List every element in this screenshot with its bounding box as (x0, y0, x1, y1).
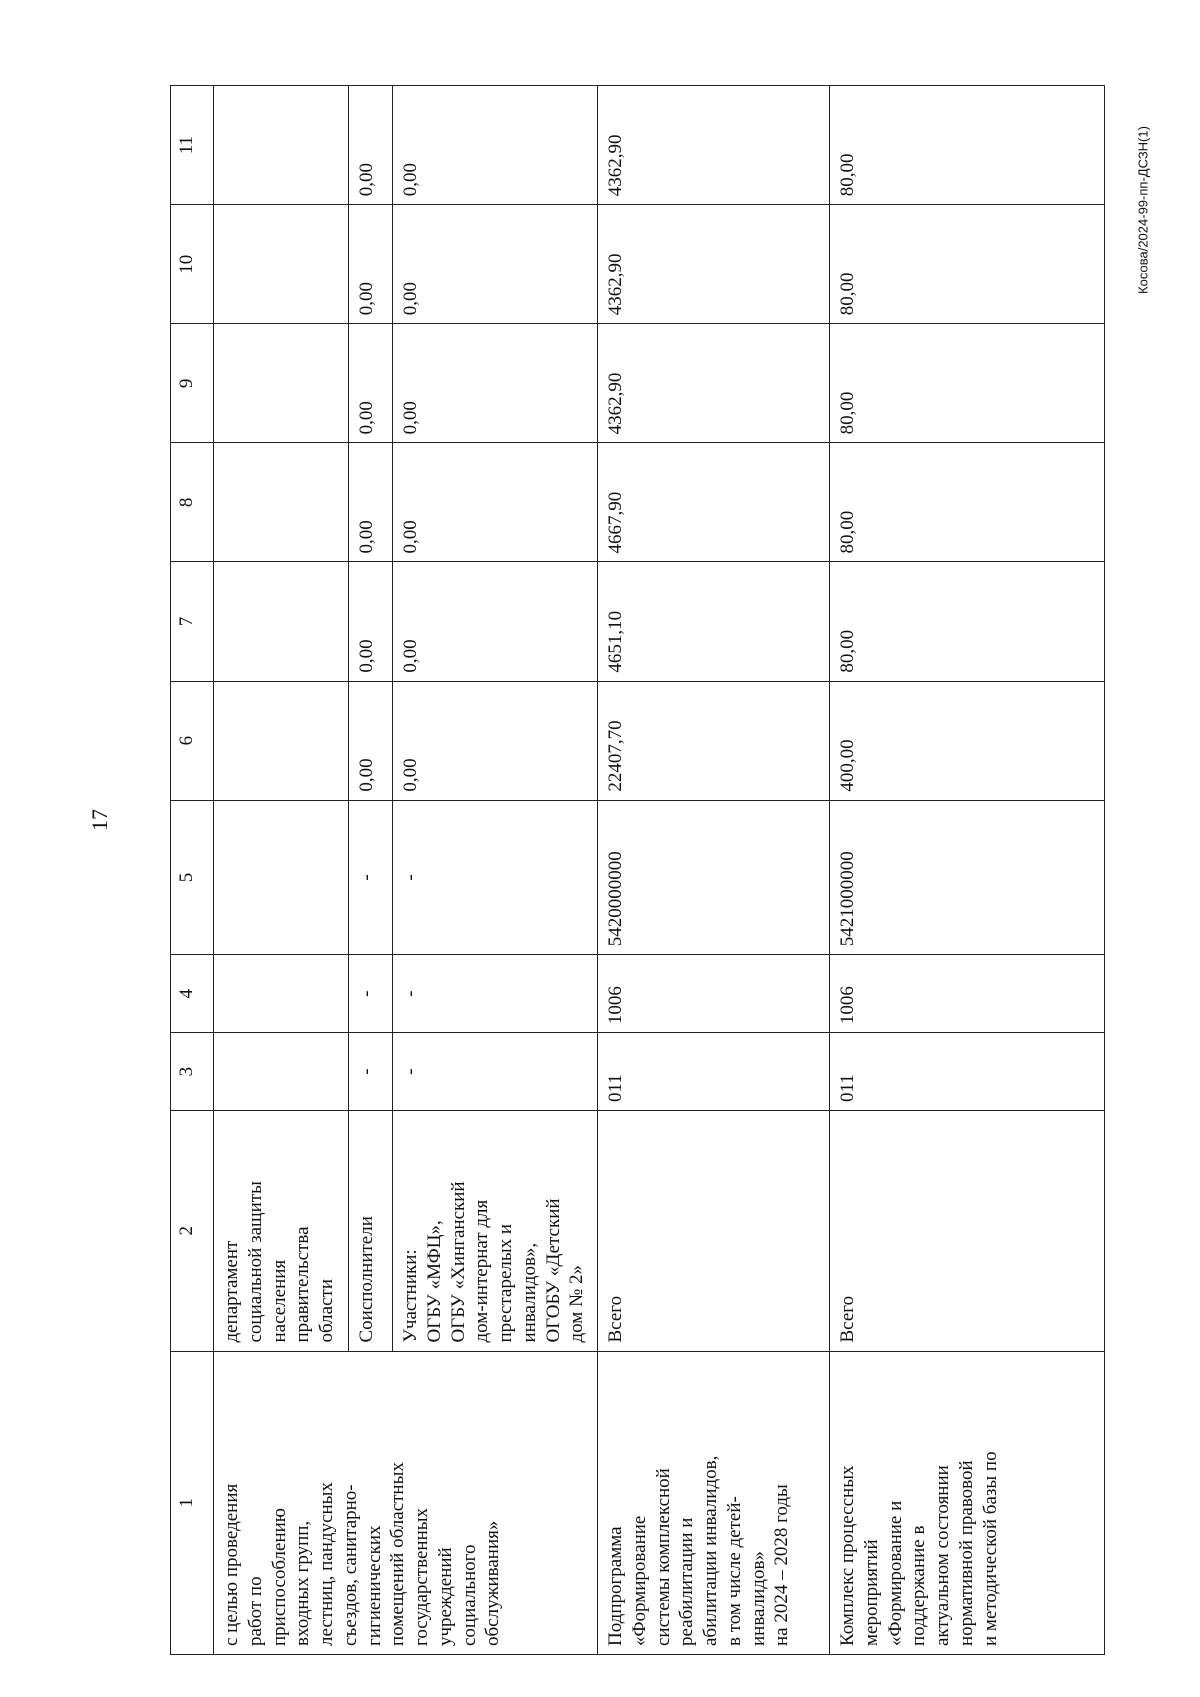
table-cell: 0,00 (349, 443, 393, 562)
column-header: 2 (171, 1111, 214, 1352)
table-cell: 4667,90 (598, 443, 830, 562)
column-header: 9 (171, 324, 214, 443)
table-cell: 80,00 (830, 443, 1105, 562)
table-cell: 5420000000 (598, 800, 830, 955)
table-cell: 80,00 (830, 562, 1105, 681)
page-number: 17 (87, 809, 112, 831)
table-cell (214, 205, 349, 324)
table-cell: 0,00 (393, 562, 598, 681)
measure-name-cell: с целью проведения работ по приспособлению входных групп, лестниц, пандусных съездов, санитарно- гигиенических помещений областных государственных учреждений социального обслуживания» (214, 1351, 598, 1654)
table-cell: 4362,90 (598, 324, 830, 443)
table-container (170, 85, 1105, 1655)
table-cell (214, 562, 349, 681)
table-cell: 4362,90 (598, 205, 830, 324)
column-header: 1 (171, 1351, 214, 1654)
column-header: 7 (171, 562, 214, 681)
table-cell: 0,00 (393, 443, 598, 562)
column-header: 8 (171, 443, 214, 562)
table-cell: - (349, 800, 393, 955)
table-cell: 0,00 (349, 205, 393, 324)
table-cell: 22407,70 (598, 681, 830, 800)
table-cell: 0,00 (349, 324, 393, 443)
table-cell: 0,00 (393, 324, 598, 443)
table-cell: 400,00 (830, 681, 1105, 800)
table-row (214, 86, 349, 1655)
table-cell: - (349, 955, 393, 1033)
table-cell: 1006 (830, 955, 1105, 1033)
table-cell: 1006 (598, 955, 830, 1033)
table-cell: 80,00 (830, 324, 1105, 443)
measure-complex-name-cell: Комплекс процессных мероприятий «Формирование и поддержание в актуальном состоянии нормативной правовой и методической базы по (830, 1351, 1105, 1654)
header-row (171, 86, 214, 1655)
table-cell: 5421000000 (830, 800, 1105, 955)
table-cell: 011 (830, 1033, 1105, 1111)
table-cell (214, 955, 349, 1033)
executor-cell: Всего (598, 1111, 830, 1352)
table-cell (214, 800, 349, 955)
table-cell (214, 1033, 349, 1111)
table-cell: 011 (598, 1033, 830, 1111)
table-cell: 4362,90 (598, 86, 830, 205)
table-row (598, 86, 830, 1655)
column-header: 6 (171, 681, 214, 800)
column-header: 4 (171, 955, 214, 1033)
table-cell: - (393, 800, 598, 955)
table-cell: 0,00 (393, 86, 598, 205)
executor-cell: Всего (830, 1111, 1105, 1352)
table-cell: 0,00 (393, 205, 598, 324)
column-header: 5 (171, 800, 214, 955)
executor-cell: Соисполнители (349, 1111, 393, 1352)
table-cell (214, 324, 349, 443)
column-header: 3 (171, 1033, 214, 1111)
column-header: 10 (171, 205, 214, 324)
table-cell (214, 443, 349, 562)
budget-table (170, 85, 1105, 1655)
table-row (830, 86, 1105, 1655)
document-code: Косова/2024-99-пп-ДСЗН(1) (1135, 126, 1151, 294)
table-cell: 0,00 (349, 562, 393, 681)
table-cell: 0,00 (349, 681, 393, 800)
column-header: 11 (171, 86, 214, 205)
executor-cell: департамент социальной защиты населения правительства области (214, 1111, 349, 1352)
table-cell: - (349, 1033, 393, 1111)
table-cell: - (393, 1033, 598, 1111)
executor-cell: Участники: ОГБУ «МФЦ», ОГБУ «Хинганский дом-интернат для престарелых и инвалидов», ОГОБУ «Детский дом № 2» (393, 1111, 598, 1352)
table-cell (214, 681, 349, 800)
subprogram-name-cell: Подпрограмма «Формирование системы комплексной реабилитации и абилитации инвалидов, в том числе детей- инвалидов» на 2024 – 2028 годы (598, 1351, 830, 1654)
table-cell: 80,00 (830, 86, 1105, 205)
table-cell: 4651,10 (598, 562, 830, 681)
table-cell: 0,00 (393, 681, 598, 800)
table-cell: - (393, 955, 598, 1033)
table-cell: 0,00 (349, 86, 393, 205)
table-cell: 80,00 (830, 205, 1105, 324)
table-cell (214, 86, 349, 205)
